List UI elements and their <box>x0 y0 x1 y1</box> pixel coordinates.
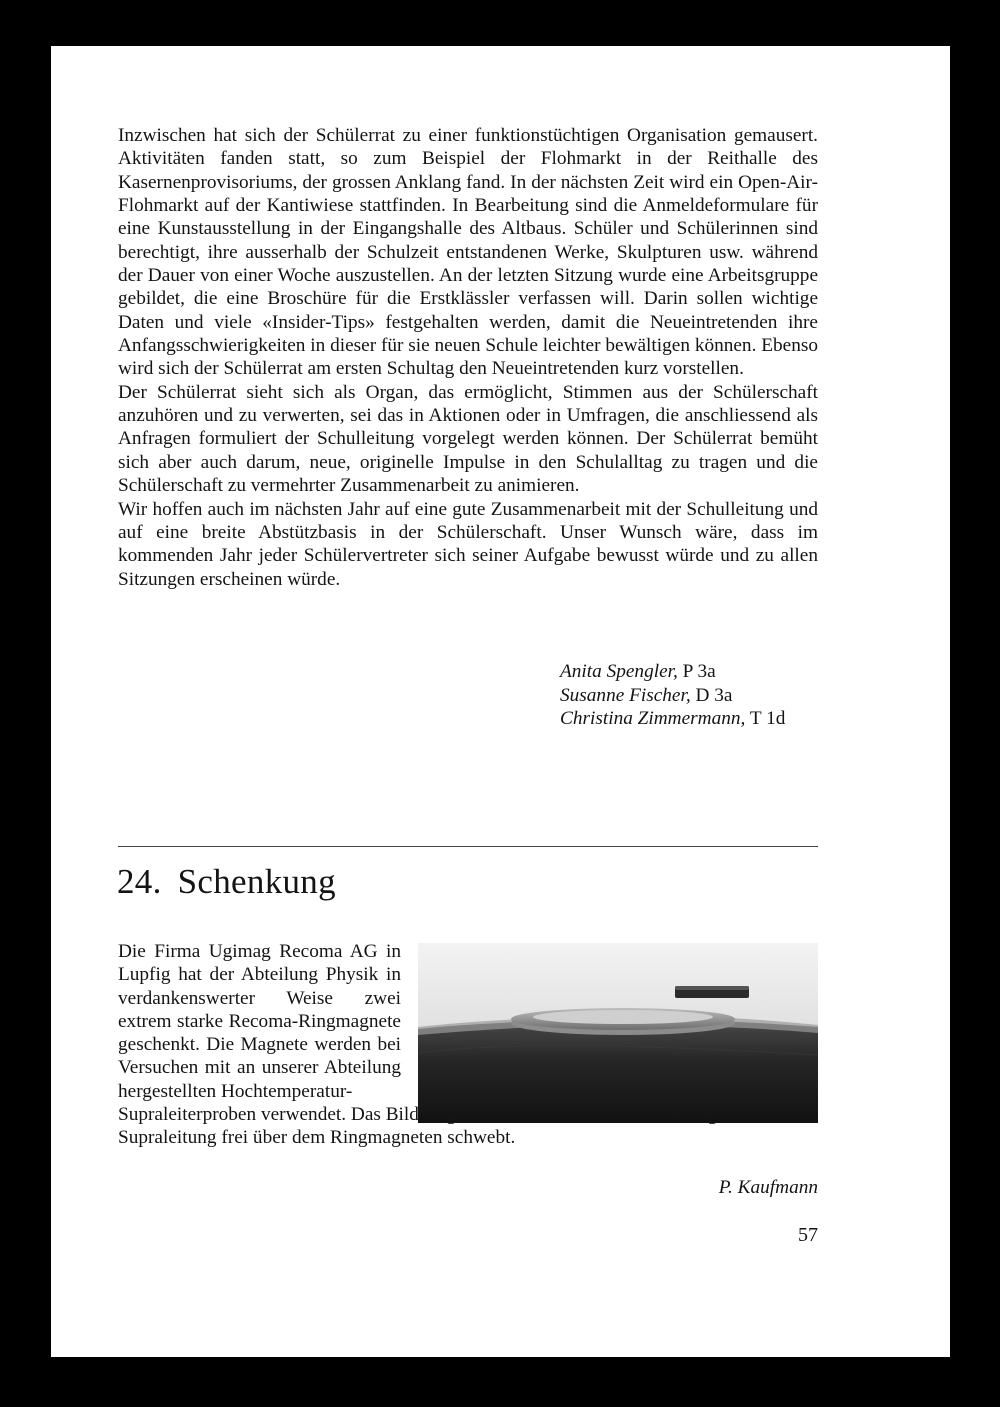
signature-name: Susanne Fischer, <box>560 684 691 706</box>
page-number: 57 <box>798 1224 818 1246</box>
donation-paragraph-narrow: Die Firma Ugimag Recoma AG in Lupfig hat der Abteilung Physik in verdankenswerter Weise zwei extrem starke Recoma-Ringmagnete geschenkt. Die Magnete werden bei Versuchen mit an unserer Abteilung hergestellten Hochtemperatur- <box>118 941 401 1102</box>
donation-text <box>118 940 818 1150</box>
signature-line <box>560 684 785 708</box>
document-page <box>51 46 950 1357</box>
report-paragraph-1: Inzwischen hat sich der Schülerrat zu einer funktionstüchtigen Organisation gemausert. Aktivitäten fanden statt, so zum Beispiel der Flohmarkt in der Reithalle des Kasernenprovisoriums, der grossen Anklang fand. In der nächsten Zeit wird ein Open-Air-Flohmarkt auf der Kantiwiese stattfinden. In Bearbeitung sind die Anmeldeformulare für eine Kunstausstellung in der Eingangshalle des Altbaus. Schüler und Schülerinnen sind berechtigt, ihre ausserhalb der Schulzeit entstandenen Werke, Skulpturen usw. während der Dauer von einer Woche auszustellen. An der letzten Sitzung wurde eine Arbeitsgruppe gebildet, die eine Broschüre für die Erstklässler verfassen will. Darin sollen wichtige Daten und viele «Insider-Tips» festgehalten werden, damit die Neueintretenden ihre Anfangsschwierigkeiten in dieser für sie neuen Schule leichter bewältigen können. Ebenso wird sich der Schülerrat am ersten Schultag den Neueintretenden kurz vorstellen. <box>118 125 818 380</box>
student-council-report <box>118 124 818 591</box>
section-title: Schenkung <box>177 862 336 901</box>
article-author: P. Kaufmann <box>718 1177 818 1198</box>
donation-paragraph-wide: Supraleiterproben verwendet. Das Bild zeigt eine solche Probe, welche infolge ihrer Supraleitung frei über dem Ringmagneten schwebt. <box>118 1104 767 1149</box>
report-paragraph-2: Der Schülerrat sieht sich als Organ, das ermöglicht, Stimmen aus der Schülerschaft anzuhören und zu verwerten, sei das in Aktionen oder in Umfragen, die anschliessend als Anfragen formuliert der Schulleitung vorgelegt werden können. Der Schülerrat bemüht sich aber auch darum, neue, originelle Impulse in den Schulalltag zu tragen und die Schülerschaft zu vermehrter Zusammenarbeit zu animieren. <box>118 381 818 497</box>
signature-name: Christina Zimmermann, <box>560 708 746 729</box>
section-divider <box>118 846 818 847</box>
signature-class: P 3a <box>682 661 716 682</box>
signature-name: Anita Spengler, <box>560 661 678 682</box>
signature-block <box>560 660 785 731</box>
section-number: 24. <box>117 862 162 901</box>
section-heading <box>117 860 336 904</box>
signature-line <box>560 707 785 731</box>
signature-class: T 1d <box>749 708 786 729</box>
signature-line <box>560 660 785 684</box>
report-paragraph-3: Wir hoffen auch im nächsten Jahr auf eine gute Zusammenarbeit mit der Schulleitung und auf eine breite Abstützbasis in der Schülerschaft. Unser Wunsch wäre, dass im kommenden Jahr jeder Schülervertreter sich seiner Aufgabe bewusst würde und zu allen Sitzungen erscheinen würde. <box>118 498 818 590</box>
signature-class: D 3a <box>695 684 733 706</box>
